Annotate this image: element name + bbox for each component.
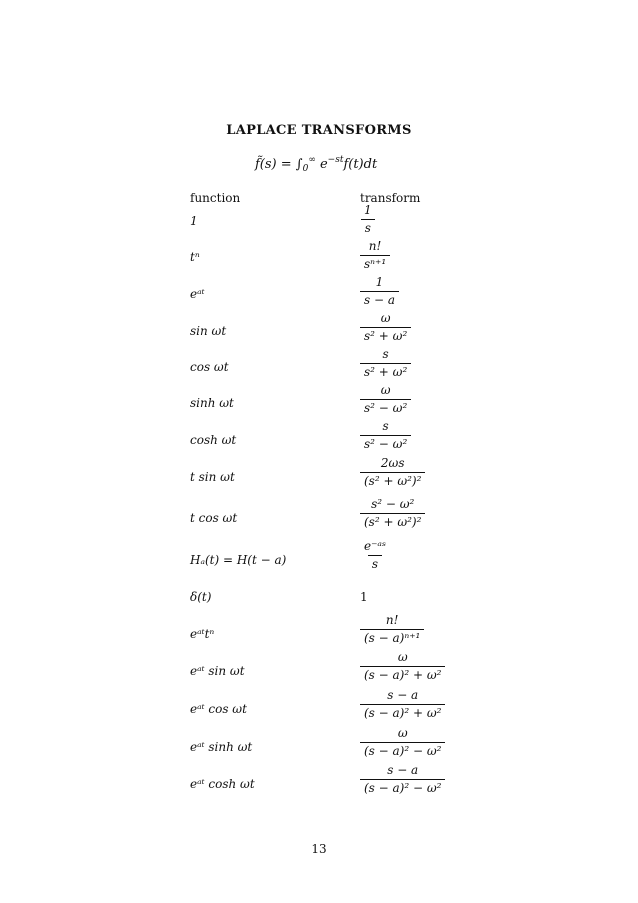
header-transform: transform: [360, 191, 421, 205]
fraction: [360, 540, 390, 571]
formula-lhs: f̃(s) =: [255, 157, 296, 172]
integral-lower: 0: [302, 164, 309, 174]
numerator: 1: [364, 203, 372, 217]
fraction: [360, 420, 411, 451]
transform-cell: 1: [360, 590, 368, 604]
transform-cell: [360, 276, 399, 307]
numerator: ω: [380, 311, 391, 325]
transform-cell: [360, 614, 424, 645]
numerator: s − a: [387, 688, 419, 702]
numerator: n!: [385, 613, 399, 627]
fraction: [360, 312, 411, 343]
denominator: (s² + ω²)²: [360, 472, 425, 488]
fraction: [360, 240, 390, 271]
fraction: [360, 457, 425, 488]
numerator: ω: [397, 726, 408, 740]
function-cell: δ(t): [190, 590, 212, 604]
fraction: [360, 204, 376, 235]
fraction: [360, 384, 411, 415]
transform-cell: [360, 651, 445, 682]
transform-cell: [360, 498, 425, 529]
denominator: s² + ω²: [360, 327, 411, 343]
function-cell: eᵃᵗ cosh ωt: [190, 777, 255, 791]
transform-cell: [360, 727, 445, 758]
transform-cell: [360, 764, 445, 795]
numerator: ω: [397, 650, 408, 664]
function-cell: tⁿ: [190, 250, 200, 264]
function-cell: eᵃᵗ sin ωt: [190, 664, 245, 678]
definition-formula: [255, 155, 377, 174]
fraction: [360, 651, 445, 682]
fraction: [360, 348, 411, 379]
numerator: ω: [380, 383, 391, 397]
integral-upper: ∞: [308, 155, 316, 165]
function-cell: Hₐ(t) = H(t − a): [190, 553, 287, 567]
transform-cell: [360, 689, 445, 720]
denominator: sⁿ⁺¹: [360, 255, 390, 271]
denominator: s − a: [360, 291, 399, 307]
fraction: [360, 498, 425, 529]
numerator: s: [382, 419, 389, 433]
fraction: [360, 614, 424, 645]
numerator: e⁻ᵃˢ: [364, 539, 386, 553]
denominator: s² − ω²: [360, 435, 411, 451]
function-cell: eᵃᵗtⁿ: [190, 627, 215, 641]
transform-cell: [360, 240, 390, 271]
exp-power: −st: [327, 155, 344, 165]
fraction: [360, 727, 445, 758]
numerator: s² − ω²: [371, 497, 415, 511]
denominator: (s − a)² − ω²: [360, 779, 445, 795]
page-number: 13: [311, 842, 327, 856]
denominator: s: [361, 219, 375, 235]
denominator: (s − a)² + ω²: [360, 704, 445, 720]
transform-cell: [360, 384, 411, 415]
function-cell: 1: [190, 214, 198, 228]
function-cell: t cos ωt: [190, 511, 238, 525]
function-cell: eᵃᵗ cos ωt: [190, 702, 247, 716]
numerator: n!: [368, 239, 382, 253]
numerator: 2ωs: [380, 456, 405, 470]
denominator: (s − a)² + ω²: [360, 666, 445, 682]
transform-cell: [360, 540, 390, 571]
denominator: s: [368, 555, 382, 571]
transform-cell: [360, 204, 376, 235]
function-cell: sin ωt: [190, 324, 227, 338]
fraction: [360, 764, 445, 795]
formula-rest: f(t)dt: [343, 157, 378, 172]
transform-cell: [360, 457, 425, 488]
denominator: (s² + ω²)²: [360, 513, 425, 529]
numerator: s: [382, 347, 389, 361]
function-cell: t sin ωt: [190, 470, 235, 484]
fraction: [360, 689, 445, 720]
denominator: (s − a)² − ω²: [360, 742, 445, 758]
function-cell: eᵃᵗ sinh ωt: [190, 740, 253, 754]
numerator: 1: [375, 275, 384, 289]
integral-sign: ∫: [295, 157, 303, 172]
header-function: function: [190, 191, 241, 205]
function-cell: sinh ωt: [190, 396, 234, 410]
page-title: LAPLACE TRANSFORMS: [226, 123, 412, 138]
function-cell: cosh ωt: [190, 433, 237, 447]
exp-base: e: [319, 157, 328, 172]
denominator: s² − ω²: [360, 399, 411, 415]
denominator: s² + ω²: [360, 363, 411, 379]
transform-cell: [360, 348, 411, 379]
numerator: s − a: [387, 763, 419, 777]
function-cell: eᵃᵗ: [190, 287, 205, 301]
denominator: (s − a)ⁿ⁺¹: [360, 629, 424, 645]
transform-cell: [360, 312, 411, 343]
transform-cell: [360, 420, 411, 451]
function-cell: cos ωt: [190, 360, 229, 374]
fraction: [360, 276, 399, 307]
